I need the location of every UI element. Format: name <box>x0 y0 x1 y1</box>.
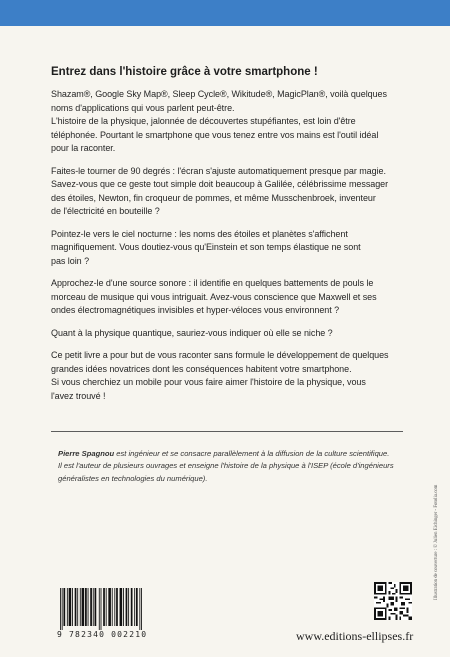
text-line: noms d'applications qui vous parlent peut-être. <box>51 102 235 113</box>
author-name: Pierre Spagnou <box>58 449 115 458</box>
paragraph-sky <box>51 228 406 269</box>
text-line: Faites-le tourner de 90 degrés : l'écran s'ajuste automatiquement presque par magie. <box>51 165 386 176</box>
bio-text: est ingénieur et se consacre parallèlement à la diffusion de la culture scientifique. <box>114 449 390 458</box>
bio-text: Il est l'auteur de plusieurs ouvrages et enseigne l'histoire de la physique à l'ISEP (école d'ingénieurs <box>58 461 394 471</box>
paragraph-intro <box>51 88 406 156</box>
text-line: pas loin ? <box>51 255 90 266</box>
text-line: téléphonée. Pourtant le smartphone que vous tenez entre vos mains est l'outil idéal <box>51 129 379 140</box>
publisher-website: www.editions-ellipses.fr <box>296 629 414 643</box>
qr-code-icon <box>374 582 412 620</box>
author-bio <box>58 448 403 485</box>
text-line: L'histoire de la physique, jalonnée de découvertes stupéfiantes, est loin d'être <box>51 116 356 126</box>
text-line: Savez-vous que ce geste tout simple doit beaucoup à Galilée, célébrissime messager <box>51 179 389 189</box>
text-line: Approchez-le d'une source sonore : il identifie en quelques battements de pouls le <box>51 278 374 288</box>
text-line: l'avez trouvé ! <box>51 390 106 401</box>
paragraph-sound <box>51 277 406 318</box>
isbn-number: 9 782340 002210 <box>57 630 148 639</box>
text-line: des étoiles, Newton, fin croqueur de pommes, et même Musschenbroek, inventeur <box>51 192 376 203</box>
barcode-icon <box>60 588 142 630</box>
text-line: magnifiquement. Vous doutiez-vous qu'Einstein et son temps élastique ne sont <box>51 242 361 252</box>
text-line: Quant à la physique quantique, sauriez-vous indiquer où elle se niche ? <box>51 327 333 338</box>
text-line: Ce petit livre a pour but de vous raconter sans formule le développement de quelques <box>51 350 389 360</box>
headline: Entrez dans l'histoire grâce à votre smartphone ! <box>51 66 318 78</box>
divider <box>51 431 403 432</box>
paragraph-purpose <box>51 349 406 403</box>
bio-text: généralistes en technologies du numérique). <box>58 473 208 483</box>
text-line: Shazam®, Google Sky Map®, Sleep Cycle®, Wikitude®, MagicPlan®, voilà quelques <box>51 89 387 99</box>
text-line: pour la raconter. <box>51 143 116 153</box>
text-line: grandes idées novatrices dont les conséquences habitent votre smartphone. <box>51 363 352 374</box>
text-line: Pointez-le vers le ciel nocturne : les noms des étoiles et planètes s'affichent <box>51 228 348 239</box>
cover-illustration-credit: Illustration de couverture : © Julien Eichinger - Fotolia.com <box>434 484 439 600</box>
paragraph-rotation <box>51 165 406 219</box>
text-line: morceau de musique qui vous intriguait. Avez-vous conscience que Maxwell et ses <box>51 291 377 302</box>
top-color-band <box>0 0 450 26</box>
text-line: ondes électromagnétiques invisibles et hyper-véloces vous environnent ? <box>51 305 340 315</box>
text-line: Si vous cherchiez un mobile pour vous faire aimer l'histoire de la physique, vous <box>51 377 366 387</box>
text-line: de l'électricité en bouteille ? <box>51 206 160 216</box>
back-cover-text <box>51 66 406 412</box>
paragraph-quantum <box>51 327 406 341</box>
